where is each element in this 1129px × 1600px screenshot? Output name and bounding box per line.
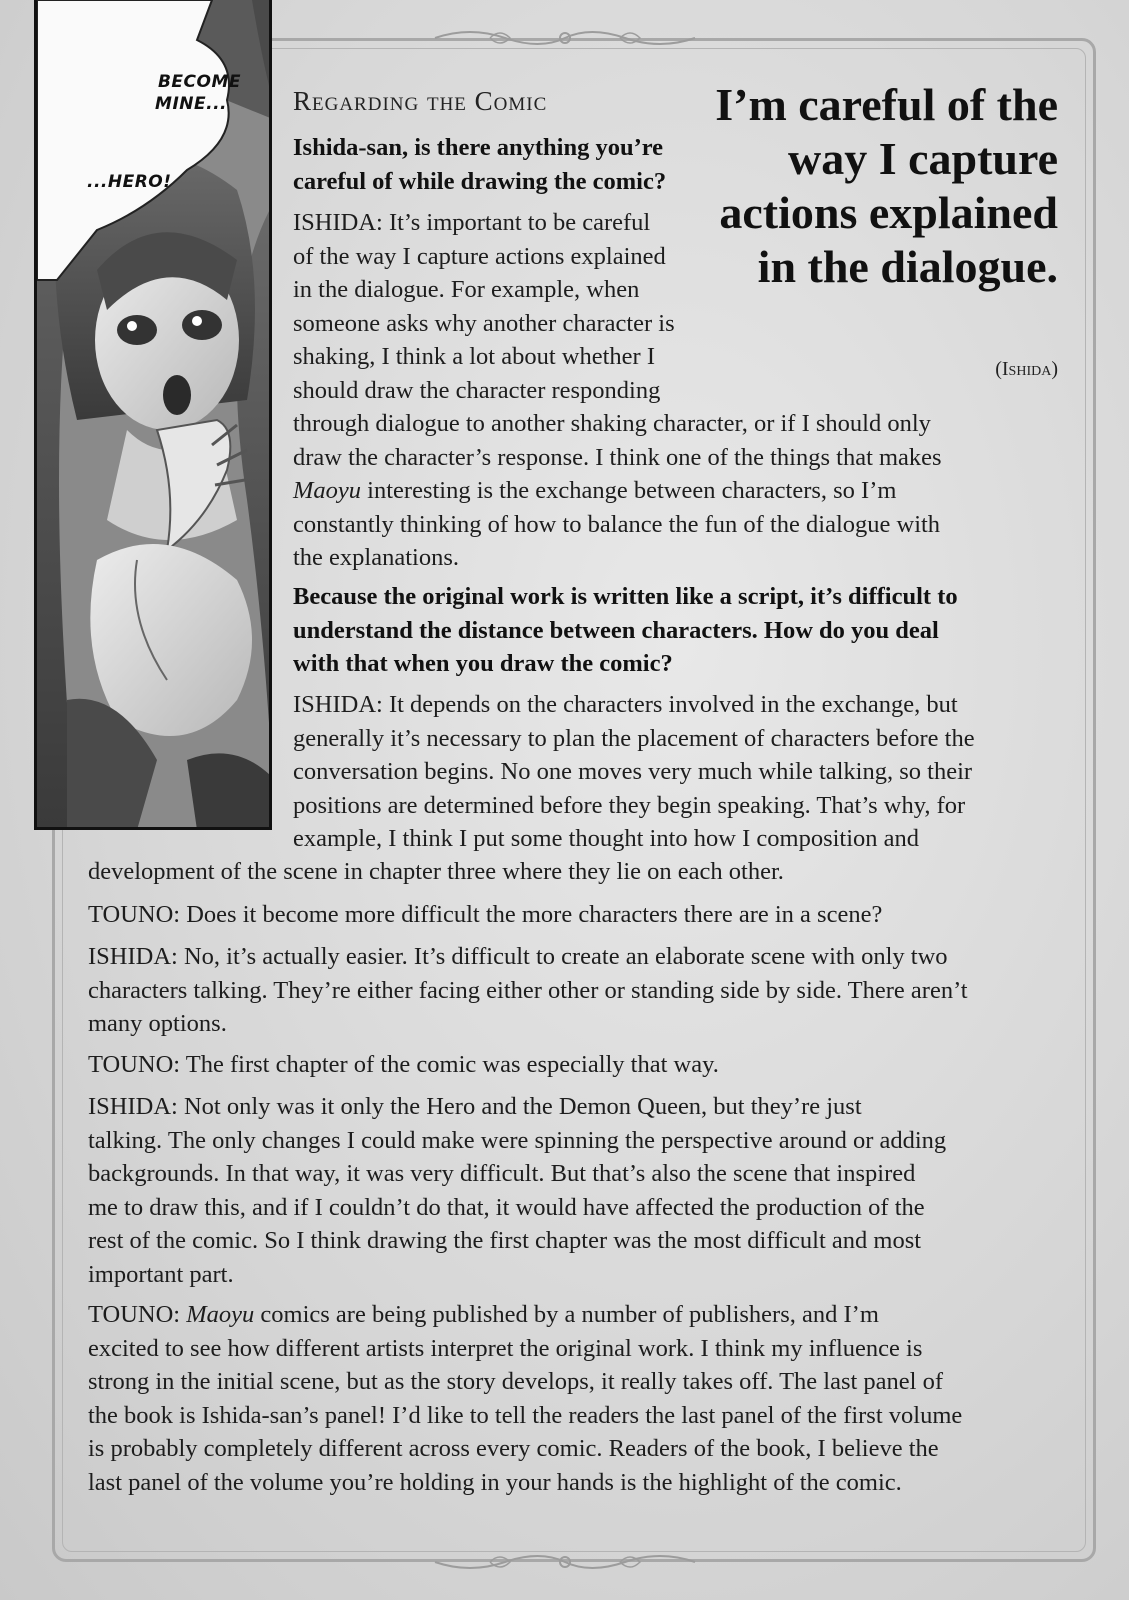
- answer-line: characters talking. They’re either facing either other or standing side by side. There aren’t: [88, 976, 968, 1004]
- ishida-answer-4: [88, 1090, 1078, 1291]
- answer-line: excited to see how different artists interpret the original work. I think my influence is: [88, 1334, 923, 1362]
- answer-line: ISHIDA: It depends on the characters involved in the exchange, but: [293, 691, 958, 718]
- speech-bubble-line-2: MINE...: [155, 94, 227, 114]
- question-1-line: careful of while drawing the comic?: [293, 167, 667, 195]
- answer-line: through dialogue to another shaking character, or if I should only: [293, 410, 931, 437]
- top-flourish-ornament: [430, 26, 700, 50]
- touno-remark-3: [88, 1298, 1078, 1499]
- answer-line: is probably completely different across every comic. Readers of the book, I believe the: [88, 1435, 939, 1462]
- ishida-answer-3: [88, 940, 1078, 1041]
- answer-line: ISHIDA: No, it’s actually easier. It’s difficult to create an elaborate scene with only two: [88, 943, 948, 970]
- answer-line-rest: interesting is the exchange between characters, so I’m: [361, 477, 897, 504]
- speech-bubble-line-1: BECOME: [157, 72, 241, 92]
- speech-bubble-line-3: ...HERO!: [87, 172, 172, 192]
- answer-line: someone asks why another character is: [293, 309, 675, 337]
- answer-line: ISHIDA: Not only was it only the Hero and the Demon Queen, but they’re just: [88, 1093, 862, 1120]
- answer-line: constantly thinking of how to balance the fun of the dialogue with: [293, 510, 941, 538]
- question-2: [293, 580, 1063, 681]
- answer-line: should draw the character responding: [293, 376, 661, 404]
- pull-quote-attribution: (Ishida): [995, 358, 1058, 380]
- section-heading: Regarding the Comic: [293, 86, 548, 116]
- answer-2-full-line: development of the scene in chapter three where they lie on each other.: [88, 858, 784, 885]
- bottom-flourish-ornament: [430, 1550, 700, 1574]
- answer-line: example, I think I put some thought into how I composition and: [293, 825, 920, 852]
- answer-line: ISHIDA: It’s important to be careful: [293, 209, 651, 236]
- answer-line: in the dialogue. For example, when: [293, 276, 640, 303]
- speaker-label: TOUNO:: [88, 1301, 187, 1328]
- answer-line: talking. The only changes I could make were spinning the perspective around or adding: [88, 1126, 947, 1154]
- answer-line: [293, 474, 1063, 508]
- answer-line: generally it’s necessary to plan the placement of characters before the: [293, 724, 975, 752]
- answer-line: conversation begins. No one moves very much while talking, so their: [293, 758, 973, 785]
- question-1-line: Ishida-san, is there anything you’re: [293, 134, 664, 161]
- answer-line-rest: comics are being published by a number of publishers, and I’m: [254, 1301, 879, 1328]
- answer-line: many options.: [88, 1010, 227, 1037]
- answer-1-wide: [293, 407, 1063, 575]
- answer-1-narrow: [293, 206, 713, 407]
- answer-line: draw the character’s response. I think one of the things that makes: [293, 443, 942, 471]
- question-2-line: with that when you draw the comic?: [293, 650, 673, 677]
- answer-line: rest of the comic. So I think drawing the first chapter was the most difficult and most: [88, 1227, 922, 1254]
- answer-line: last panel of the volume you’re holding in your hands is the highlight of the comic.: [88, 1468, 902, 1496]
- title-italic: Maoyu: [186, 1301, 255, 1328]
- answer-line: [88, 1298, 1078, 1332]
- touno-remark-1: TOUNO: Does it become more difficult the more characters there are in a scene?: [88, 901, 883, 928]
- answer-line: the book is Ishida-san’s panel! I’d like to tell the readers the last panel of the first volume: [88, 1401, 963, 1429]
- answer-line: strong in the initial scene, but as the story develops, it really takes off. The last panel of: [88, 1368, 944, 1395]
- answer-line: me to draw this, and if I couldn’t do that, it would have affected the production of the: [88, 1193, 925, 1221]
- answer-2: [293, 688, 1063, 856]
- manga-panel-illustration: [34, 0, 272, 830]
- answer-line: positions are determined before they begin speaking. That’s why, for: [293, 791, 966, 819]
- pull-quote: I’m careful of the way I capture actions explained in the dialogue.: [715, 79, 1058, 292]
- answer-line: of the way I capture actions explained: [293, 242, 666, 270]
- answer-line: important part.: [88, 1260, 234, 1288]
- question-2-line: Because the original work is written like a script, it’s difficult to: [293, 583, 958, 610]
- question-1: [293, 131, 713, 198]
- answer-line: shaking, I think a lot about whether I: [293, 343, 655, 370]
- demon-queen-illustration: [37, 0, 272, 830]
- answer-line: backgrounds. In that way, it was very difficult. But that’s also the scene that inspired: [88, 1160, 916, 1187]
- answer-line: the explanations.: [293, 544, 460, 571]
- title-italic: Maoyu: [293, 477, 362, 504]
- question-2-line: understand the distance between characters. How do you deal: [293, 616, 939, 644]
- touno-remark-2: TOUNO: The first chapter of the comic was especially that way.: [88, 1051, 719, 1078]
